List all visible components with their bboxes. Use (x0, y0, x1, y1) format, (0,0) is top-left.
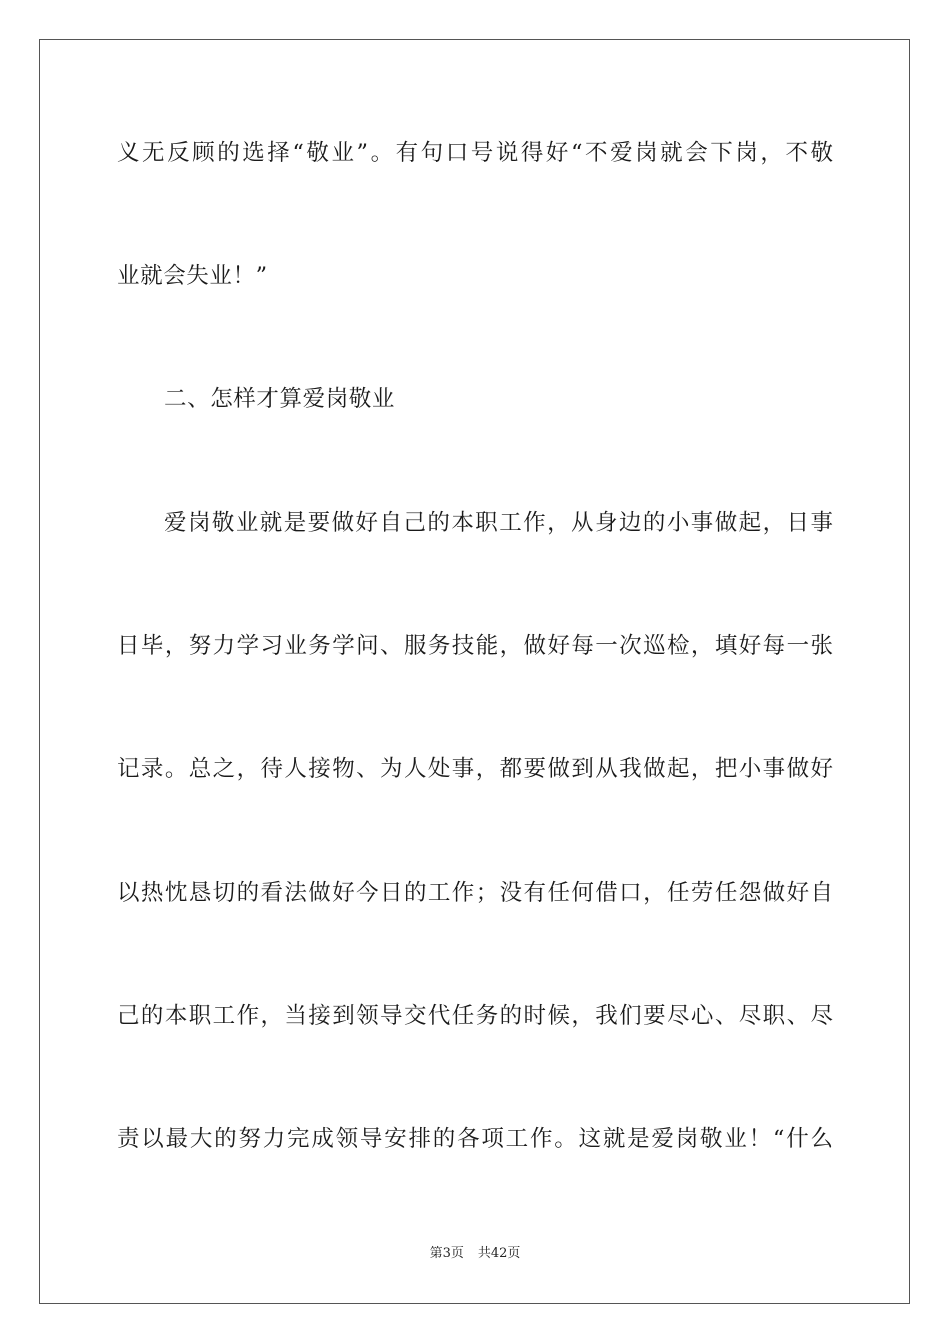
text-line-5: 日毕，努力学习业务学问、服务技能，做好每一次巡检，填好每一张 (117, 633, 833, 659)
text-line-4: 爱岗敬业就是要做好自己的本职工作，从身边的小事做起，日事 (164, 510, 833, 536)
section-heading: 二、怎样才算爱岗敬业 (164, 386, 396, 412)
total-pages: 共42页 (477, 1246, 521, 1261)
text-line-8: 己的本职工作，当接到领导交代任务的时候，我们要尽心、尽职、尽 (117, 1003, 833, 1029)
page-border (39, 39, 910, 1304)
page-footer (0, 1245, 950, 1263)
text-line-7: 以热忱恳切的看法做好今日的工作；没有任何借口，任劳任怨做好自 (117, 880, 833, 906)
page-number: 第3页 (429, 1246, 464, 1261)
text-line-2: 业就会失业！” (117, 263, 268, 289)
text-line-1: 义无反顾的选择“敬业”。有句口号说得好“不爱岗就会下岗，不敬 (117, 140, 833, 166)
text-line-6: 记录。总之，待人接物、为人处事，都要做到从我做起，把小事做好 (117, 756, 833, 782)
text-line-9: 责以最大的努力完成领导安排的各项工作。这就是爱岗敬业！“什么 (117, 1126, 833, 1152)
